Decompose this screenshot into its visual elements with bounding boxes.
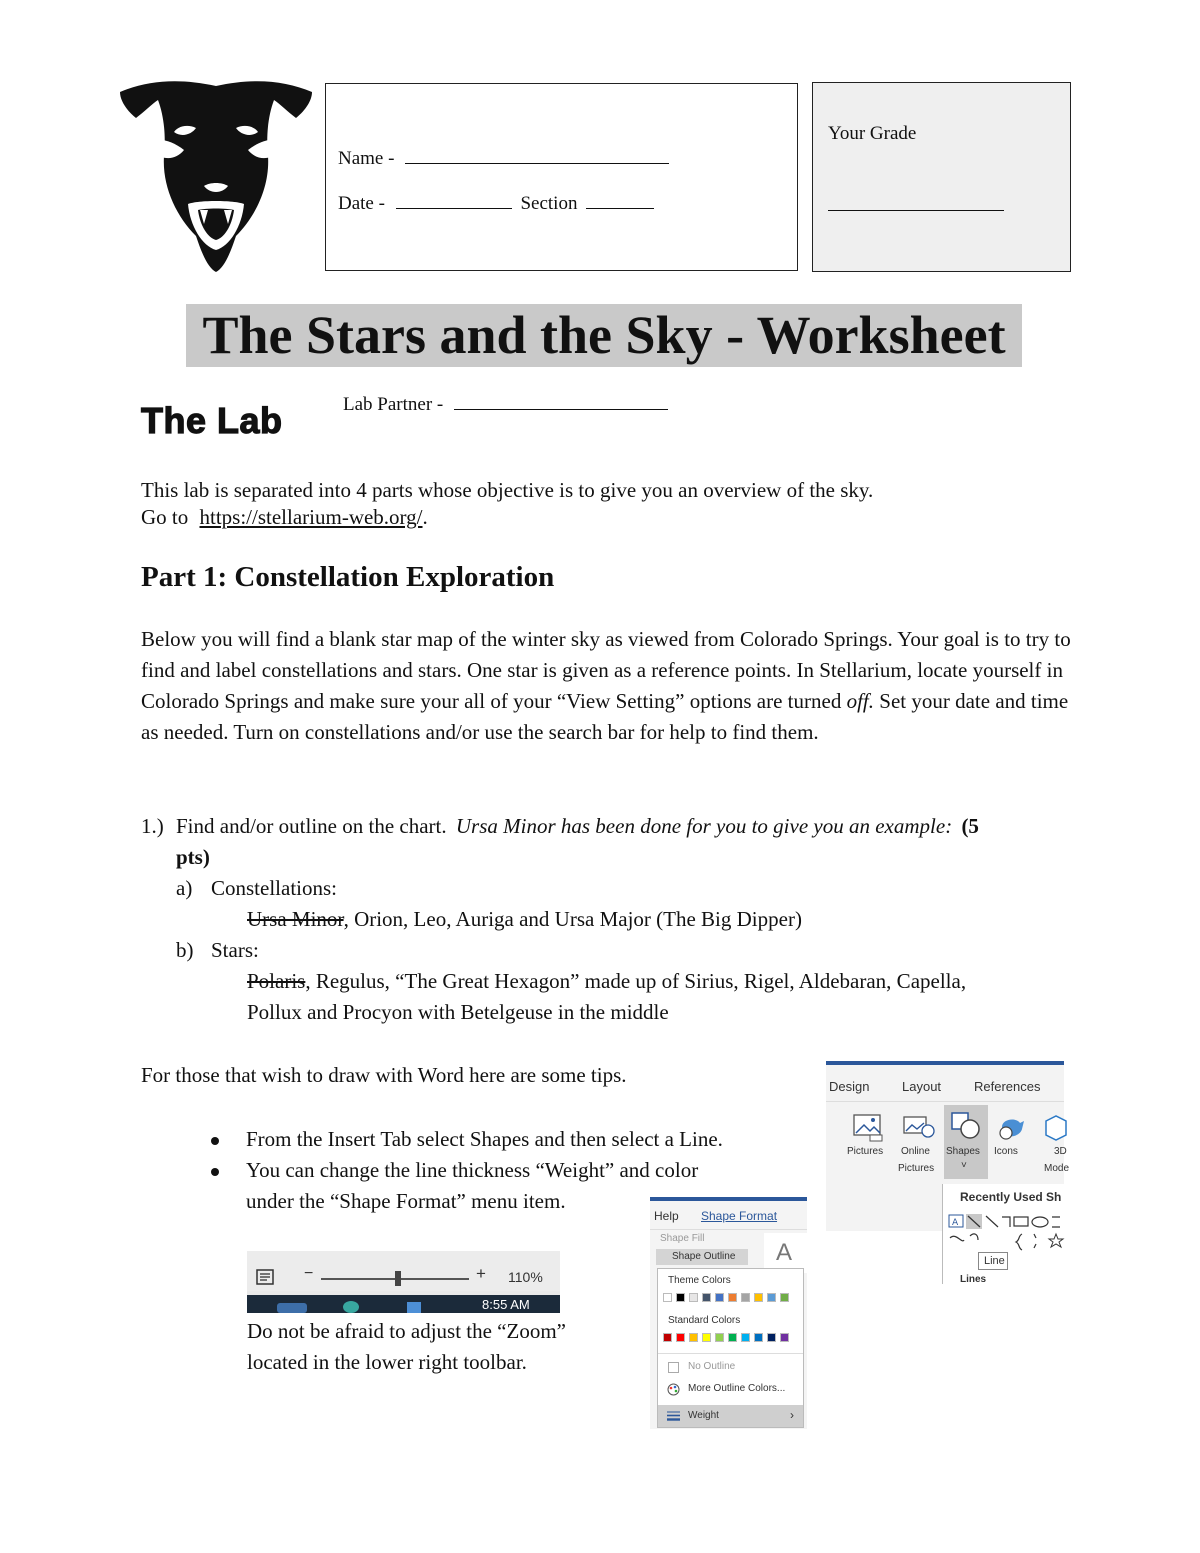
part1-text-a: Below you will find a blank star map of the winter sky as viewed from Colorado Springs. Your goal is to try to find and label constellations and stars. One star is given as a reference points. In Stellarium, locate yourself in Colorado Springs and make sure your all of your “View Setting” options are turned xyxy=(141,627,1071,713)
q1-text: Find and/or outline on the chart. xyxy=(176,814,447,838)
q1a-title: Constellations: xyxy=(211,876,337,900)
dropdown-divider xyxy=(658,1353,803,1354)
color-swatch[interactable] xyxy=(728,1293,737,1302)
taskbar xyxy=(247,1295,560,1313)
zoom-note xyxy=(247,1316,627,1378)
wordart-preview xyxy=(764,1233,807,1273)
color-swatch[interactable] xyxy=(767,1293,776,1302)
lab-partner-blank[interactable] xyxy=(454,392,668,410)
part1-text-off: off. xyxy=(846,689,875,713)
wordart-letter[interactable]: A xyxy=(776,1239,793,1266)
standard-color-swatches xyxy=(663,1333,803,1343)
shapes-gallery-dropdown xyxy=(942,1184,1064,1284)
chevron-down-icon[interactable]: ˅ xyxy=(961,1160,967,1171)
question-1 xyxy=(141,811,1081,1028)
tab-help[interactable]: Help xyxy=(654,1209,679,1223)
ribbon-divider xyxy=(826,1101,1064,1102)
word-tips xyxy=(141,1060,791,1217)
q1b xyxy=(141,935,1081,966)
q1b-items: , Regulus, “The Great Hexagon” made up of Sirius, Rigel, Aldebaran, Capella, xyxy=(305,969,967,993)
color-swatch[interactable] xyxy=(663,1333,672,1342)
palette-icon[interactable] xyxy=(667,1383,680,1396)
color-swatch[interactable] xyxy=(715,1293,724,1302)
q1b-struck: Polaris xyxy=(247,969,306,993)
lab-intro xyxy=(141,477,1081,531)
student-info-box xyxy=(325,83,798,271)
tips-intro: For those that wish to draw with Word here are some tips. xyxy=(141,1063,627,1087)
icons-icon[interactable] xyxy=(996,1113,1028,1143)
pictures-label[interactable]: Pictures xyxy=(847,1146,884,1157)
online-pictures-icon[interactable] xyxy=(902,1113,936,1143)
date-label: Date - xyxy=(338,193,385,214)
name-label: Name - xyxy=(338,148,395,169)
recently-used-label: Recently Used Sh xyxy=(960,1190,1062,1204)
shape-format-screenshot xyxy=(650,1197,807,1429)
theme-color-swatches xyxy=(663,1293,803,1303)
pictures-icon[interactable] xyxy=(852,1113,886,1143)
zoom-note-line2: located in the lower right toolbar. xyxy=(247,1350,527,1374)
chevron-right-icon: › xyxy=(790,1408,794,1422)
goto-line xyxy=(141,504,1081,531)
ribbon-accent xyxy=(826,1061,1064,1065)
q1b-title: Stars: xyxy=(211,938,259,962)
color-swatch[interactable] xyxy=(728,1333,737,1342)
lines-label: Lines xyxy=(960,1274,987,1285)
link-period: . xyxy=(422,505,428,529)
3d-models-icon[interactable] xyxy=(1044,1113,1066,1143)
taskbar-app-icon[interactable] xyxy=(343,1301,359,1313)
q1-prompt xyxy=(141,811,1081,873)
svg-text:A: A xyxy=(952,1218,959,1228)
online-pictures-label[interactable]: Pictures xyxy=(898,1163,935,1174)
color-swatch[interactable] xyxy=(676,1333,685,1342)
color-swatch[interactable] xyxy=(676,1293,685,1302)
bullet-dot xyxy=(211,1168,219,1176)
stellarium-link[interactable]: https://stellarium-web.org/ xyxy=(199,505,423,529)
bullet-dot xyxy=(211,1137,219,1145)
color-swatch[interactable] xyxy=(780,1293,789,1302)
taskbar-clock: 8:55 AM xyxy=(482,1297,530,1312)
no-outline-icon[interactable] xyxy=(668,1362,679,1373)
line-tooltip-text: Line xyxy=(984,1255,1005,1267)
q1a-label: a) xyxy=(176,876,193,900)
taskbar-app-icon[interactable] xyxy=(407,1302,421,1313)
color-swatch[interactable] xyxy=(767,1333,776,1342)
section-blank[interactable] xyxy=(586,191,654,209)
color-swatch[interactable] xyxy=(741,1333,750,1342)
zoom-note-line1: Do not be afraid to adjust the “Zoom” xyxy=(247,1319,566,1343)
tip-2-text: You can change the line thickness “Weight” and color xyxy=(246,1158,699,1182)
color-swatch[interactable] xyxy=(663,1293,672,1302)
tip-1-text: From the Insert Tab select Shapes and then select a Line. xyxy=(246,1127,723,1151)
focus-icon[interactable] xyxy=(256,1269,276,1287)
q1-points: (5 xyxy=(961,814,979,838)
standard-colors-label: Standard Colors xyxy=(668,1315,741,1326)
name-blank[interactable] xyxy=(405,146,669,164)
no-outline-option[interactable]: No Outline xyxy=(688,1361,736,1372)
zoom-in-button[interactable]: + xyxy=(476,1264,486,1283)
q1-number: 1.) xyxy=(141,814,164,838)
more-outline-colors-option[interactable]: More Outline Colors... xyxy=(688,1383,786,1394)
shape-fill-button[interactable]: Shape Fill xyxy=(660,1233,705,1244)
page-title: The Stars and the Sky - Worksheet xyxy=(186,304,1022,367)
q1a-list xyxy=(141,904,1081,935)
shapes-icon[interactable] xyxy=(950,1111,984,1141)
cougar-logo xyxy=(118,76,314,276)
zoom-slider-thumb[interactable] xyxy=(395,1271,401,1286)
q1a xyxy=(141,873,1081,904)
outline-color-dropdown xyxy=(657,1268,804,1428)
theme-colors-label: Theme Colors xyxy=(668,1275,731,1286)
grade-box xyxy=(812,82,1071,272)
zoom-toolbar-screenshot xyxy=(247,1251,560,1313)
shape-outline-label[interactable]: Shape Outline xyxy=(672,1251,736,1262)
shapes-label[interactable]: Shapes xyxy=(946,1146,980,1157)
tip-2-text-cont: under the “Shape Format” menu item. xyxy=(246,1189,566,1213)
q1a-struck: Ursa Minor xyxy=(247,907,344,931)
line-tooltip xyxy=(978,1252,1008,1270)
q1-points-cont: pts) xyxy=(176,845,210,869)
tab-design[interactable]: Design xyxy=(829,1079,870,1094)
taskbar-app-icon[interactable] xyxy=(277,1303,307,1313)
tab-references[interactable]: References xyxy=(974,1079,1041,1094)
part1-heading: Part 1: Constellation Exploration xyxy=(141,561,555,593)
color-swatch[interactable] xyxy=(689,1293,698,1302)
online-label[interactable]: Online xyxy=(901,1146,930,1157)
q1b-label: b) xyxy=(176,938,194,962)
ribbon-spacer xyxy=(834,1199,836,1201)
q1a-items: , Orion, Leo, Auriga and Ursa Major (The Big Dipper) xyxy=(343,907,802,931)
models-label[interactable]: Mode xyxy=(1044,1163,1070,1174)
color-swatch[interactable] xyxy=(780,1333,789,1342)
3d-label[interactable]: 3D xyxy=(1054,1146,1067,1157)
grade-label: Your Grade xyxy=(828,123,917,144)
q1-example: Ursa Minor has been done for you to give you an example: xyxy=(455,814,953,838)
section-label: Section xyxy=(520,193,578,214)
zoom-level[interactable]: 110% xyxy=(508,1269,543,1285)
name-row xyxy=(338,146,669,170)
shape-format-divider xyxy=(650,1229,807,1230)
lab-partner-row xyxy=(343,392,668,416)
part1-text-b: Set your date and time as needed. Turn on constellations and/or use the search bar for help to find them. xyxy=(141,689,1069,744)
shape-outline-button[interactable] xyxy=(656,1249,748,1265)
goto-label: Go to xyxy=(141,505,189,529)
date-blank[interactable] xyxy=(396,191,512,209)
tab-shape-format[interactable]: Shape Format xyxy=(701,1209,778,1223)
color-swatch[interactable] xyxy=(741,1293,750,1302)
part1-instructions xyxy=(141,624,1071,748)
date-row xyxy=(338,191,654,215)
q1b-items-cont: Pollux and Procyon with Betelgeuse in the middle xyxy=(247,1000,669,1024)
color-swatch[interactable] xyxy=(754,1333,763,1342)
tab-layout[interactable]: Layout xyxy=(902,1079,942,1094)
line-weight-icon xyxy=(667,1411,680,1421)
intro-text: This lab is separated into 4 parts whose objective is to give you an overview of the sky. xyxy=(141,478,874,502)
color-swatch[interactable] xyxy=(715,1333,724,1342)
grade-blank xyxy=(828,193,1004,211)
weight-label[interactable]: Weight xyxy=(688,1410,719,1421)
shape-format-accent xyxy=(650,1197,807,1201)
color-swatch[interactable] xyxy=(689,1333,698,1342)
q1b-list xyxy=(141,966,1081,1028)
weight-option[interactable] xyxy=(658,1405,803,1427)
color-swatch[interactable] xyxy=(702,1293,711,1302)
color-swatch[interactable] xyxy=(702,1333,711,1342)
lab-partner-label: Lab Partner - xyxy=(343,394,444,415)
tip-item xyxy=(141,1124,791,1155)
icons-label[interactable]: Icons xyxy=(994,1146,1018,1157)
lab-heading: The Lab xyxy=(141,400,283,441)
shape-thumbnails[interactable] xyxy=(948,1214,1064,1254)
color-swatch[interactable] xyxy=(754,1293,763,1302)
zoom-out-button[interactable]: − xyxy=(304,1265,314,1282)
